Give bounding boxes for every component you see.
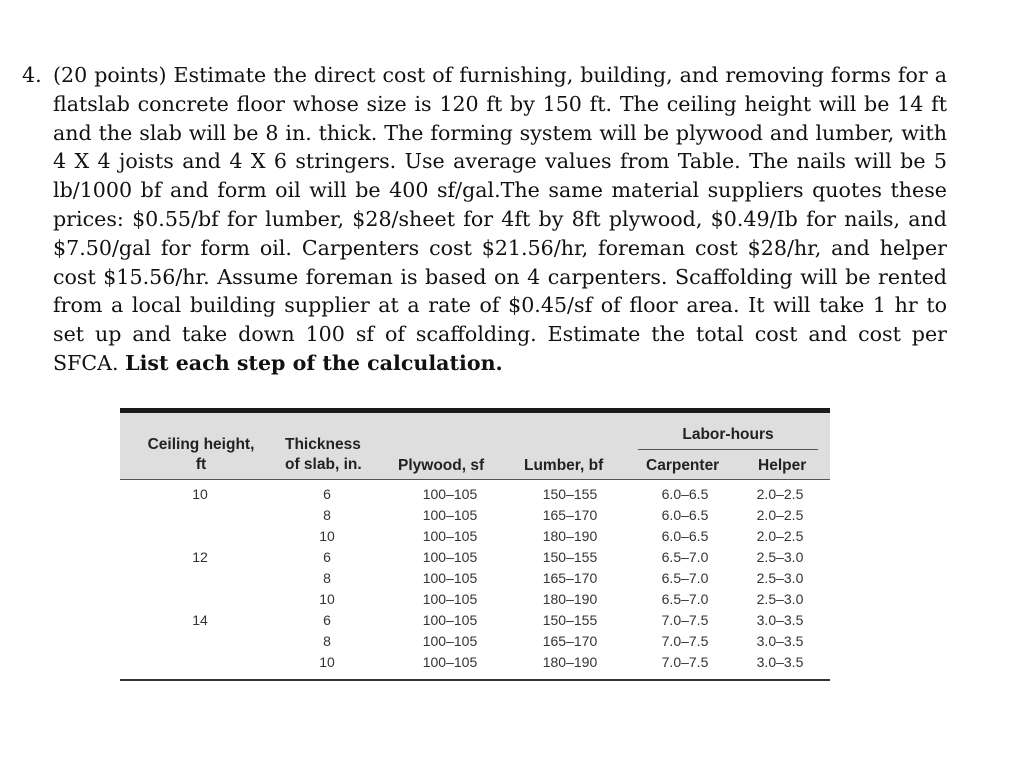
cell-lumber: 150–155 [542, 612, 598, 628]
cell-helper: 2.0–2.5 [756, 507, 804, 523]
table-row [120, 631, 830, 652]
header-thickness-line2: of slab, in. [285, 456, 362, 473]
cell-plywood: 100–105 [422, 633, 478, 649]
problem-instruction: List each step of the calculation. [125, 350, 503, 375]
cell-carpenter: 6.5–7.0 [661, 591, 709, 607]
cell-lumber: 165–170 [542, 570, 598, 586]
cell-carpenter: 7.0–7.5 [661, 654, 709, 670]
cell-plywood: 100–105 [422, 486, 478, 502]
cell-plywood: 100–105 [422, 528, 478, 544]
cell-thickness: 8 [323, 633, 331, 649]
header-ceiling-height [136, 435, 266, 475]
table-header [120, 413, 830, 479]
cell-thickness: 6 [323, 612, 331, 628]
problem-body [53, 61, 947, 378]
cell-plywood: 100–105 [422, 591, 478, 607]
cell-helper: 2.5–3.0 [756, 549, 804, 565]
cell-plywood: 100–105 [422, 654, 478, 670]
problem-number: 4. [22, 63, 42, 87]
table-row [120, 484, 830, 505]
table-row [120, 505, 830, 526]
table-bottom-rule [120, 679, 830, 681]
formwork-table [120, 408, 830, 680]
cell-ceiling-height: 14 [192, 612, 208, 628]
cell-helper: 2.0–2.5 [756, 528, 804, 544]
cell-thickness: 6 [323, 486, 331, 502]
header-ceiling-height-line2: ft [195, 456, 207, 473]
header-labor-hours: Labor-hours [682, 426, 774, 443]
cell-lumber: 165–170 [542, 633, 598, 649]
header-plywood: Plywood, sf [398, 457, 485, 474]
table-body [120, 480, 830, 680]
cell-lumber: 165–170 [542, 507, 598, 523]
cell-carpenter: 6.0–6.5 [661, 528, 709, 544]
cell-helper: 3.0–3.5 [756, 612, 804, 628]
cell-thickness: 8 [323, 570, 331, 586]
cell-thickness: 10 [319, 654, 335, 670]
cell-thickness: 10 [319, 528, 335, 544]
header-helper: Helper [758, 457, 807, 474]
table-row [120, 652, 830, 673]
cell-ceiling-height: 10 [192, 486, 208, 502]
cell-carpenter: 7.0–7.5 [661, 612, 709, 628]
cell-carpenter: 6.0–6.5 [661, 507, 709, 523]
cell-helper: 3.0–3.5 [756, 633, 804, 649]
cell-helper: 2.0–2.5 [756, 486, 804, 502]
cell-thickness: 6 [323, 549, 331, 565]
cell-carpenter: 6.5–7.0 [661, 549, 709, 565]
problem-statement [22, 61, 947, 378]
cell-carpenter: 6.0–6.5 [661, 486, 709, 502]
cell-ceiling-height: 12 [192, 549, 208, 565]
header-thickness [285, 435, 385, 475]
labor-hours-rule [638, 449, 818, 450]
header-thickness-line1: Thickness [285, 436, 361, 453]
cell-plywood: 100–105 [422, 507, 478, 523]
cell-carpenter: 7.0–7.5 [661, 633, 709, 649]
cell-lumber: 180–190 [542, 591, 598, 607]
cell-helper: 2.5–3.0 [756, 591, 804, 607]
cell-lumber: 180–190 [542, 528, 598, 544]
cell-plywood: 100–105 [422, 549, 478, 565]
header-ceiling-height-line1: Ceiling height, [147, 436, 255, 453]
cell-helper: 3.0–3.5 [756, 654, 804, 670]
cell-thickness: 8 [323, 507, 331, 523]
cell-helper: 2.5–3.0 [756, 570, 804, 586]
cell-thickness: 10 [319, 591, 335, 607]
cell-lumber: 180–190 [542, 654, 598, 670]
cell-plywood: 100–105 [422, 612, 478, 628]
problem-text: (20 points) Estimate the direct cost of furnishing, building, and removing forms for a flatslab concrete floor whose size is 120 ft by 150 ft. The ceiling height will be 14 ft and the slab will be 8 in. thick. The forming system will be plywood and lumber, with 4 X 4 joists and 4 X 6 stringers. Use average values from Table. The nails will be 5 lb/1000 bf and form oil will be 400 sf/gal.The same material suppliers quotes these prices: $0.55/bf for lumber, $28/sheet for 4ft by 8ft plywood, $0.49/Ib for nails, and $7.50/gal for form oil. Carpenters cost $21.56/hr, foreman cost $28/hr, and helper cost $15.56/hr. Assume foreman is based on 4 carpenters. Scaffolding will be rented from a local building supplier at a rate of $0.45/sf of floor area. It will take 1 hr to set up and take down 100 sf of scaffolding. Estimate the total cost and cost per SFCA. [53, 63, 947, 375]
cell-plywood: 100–105 [422, 570, 478, 586]
cell-lumber: 150–155 [542, 549, 598, 565]
table-row [120, 589, 830, 610]
cell-lumber: 150–155 [542, 486, 598, 502]
header-lumber: Lumber, bf [524, 457, 604, 474]
table-row [120, 610, 830, 631]
cell-carpenter: 6.5–7.0 [661, 570, 709, 586]
header-carpenter: Carpenter [646, 457, 720, 474]
table-row [120, 547, 830, 568]
table-row [120, 568, 830, 589]
table-row [120, 526, 830, 547]
